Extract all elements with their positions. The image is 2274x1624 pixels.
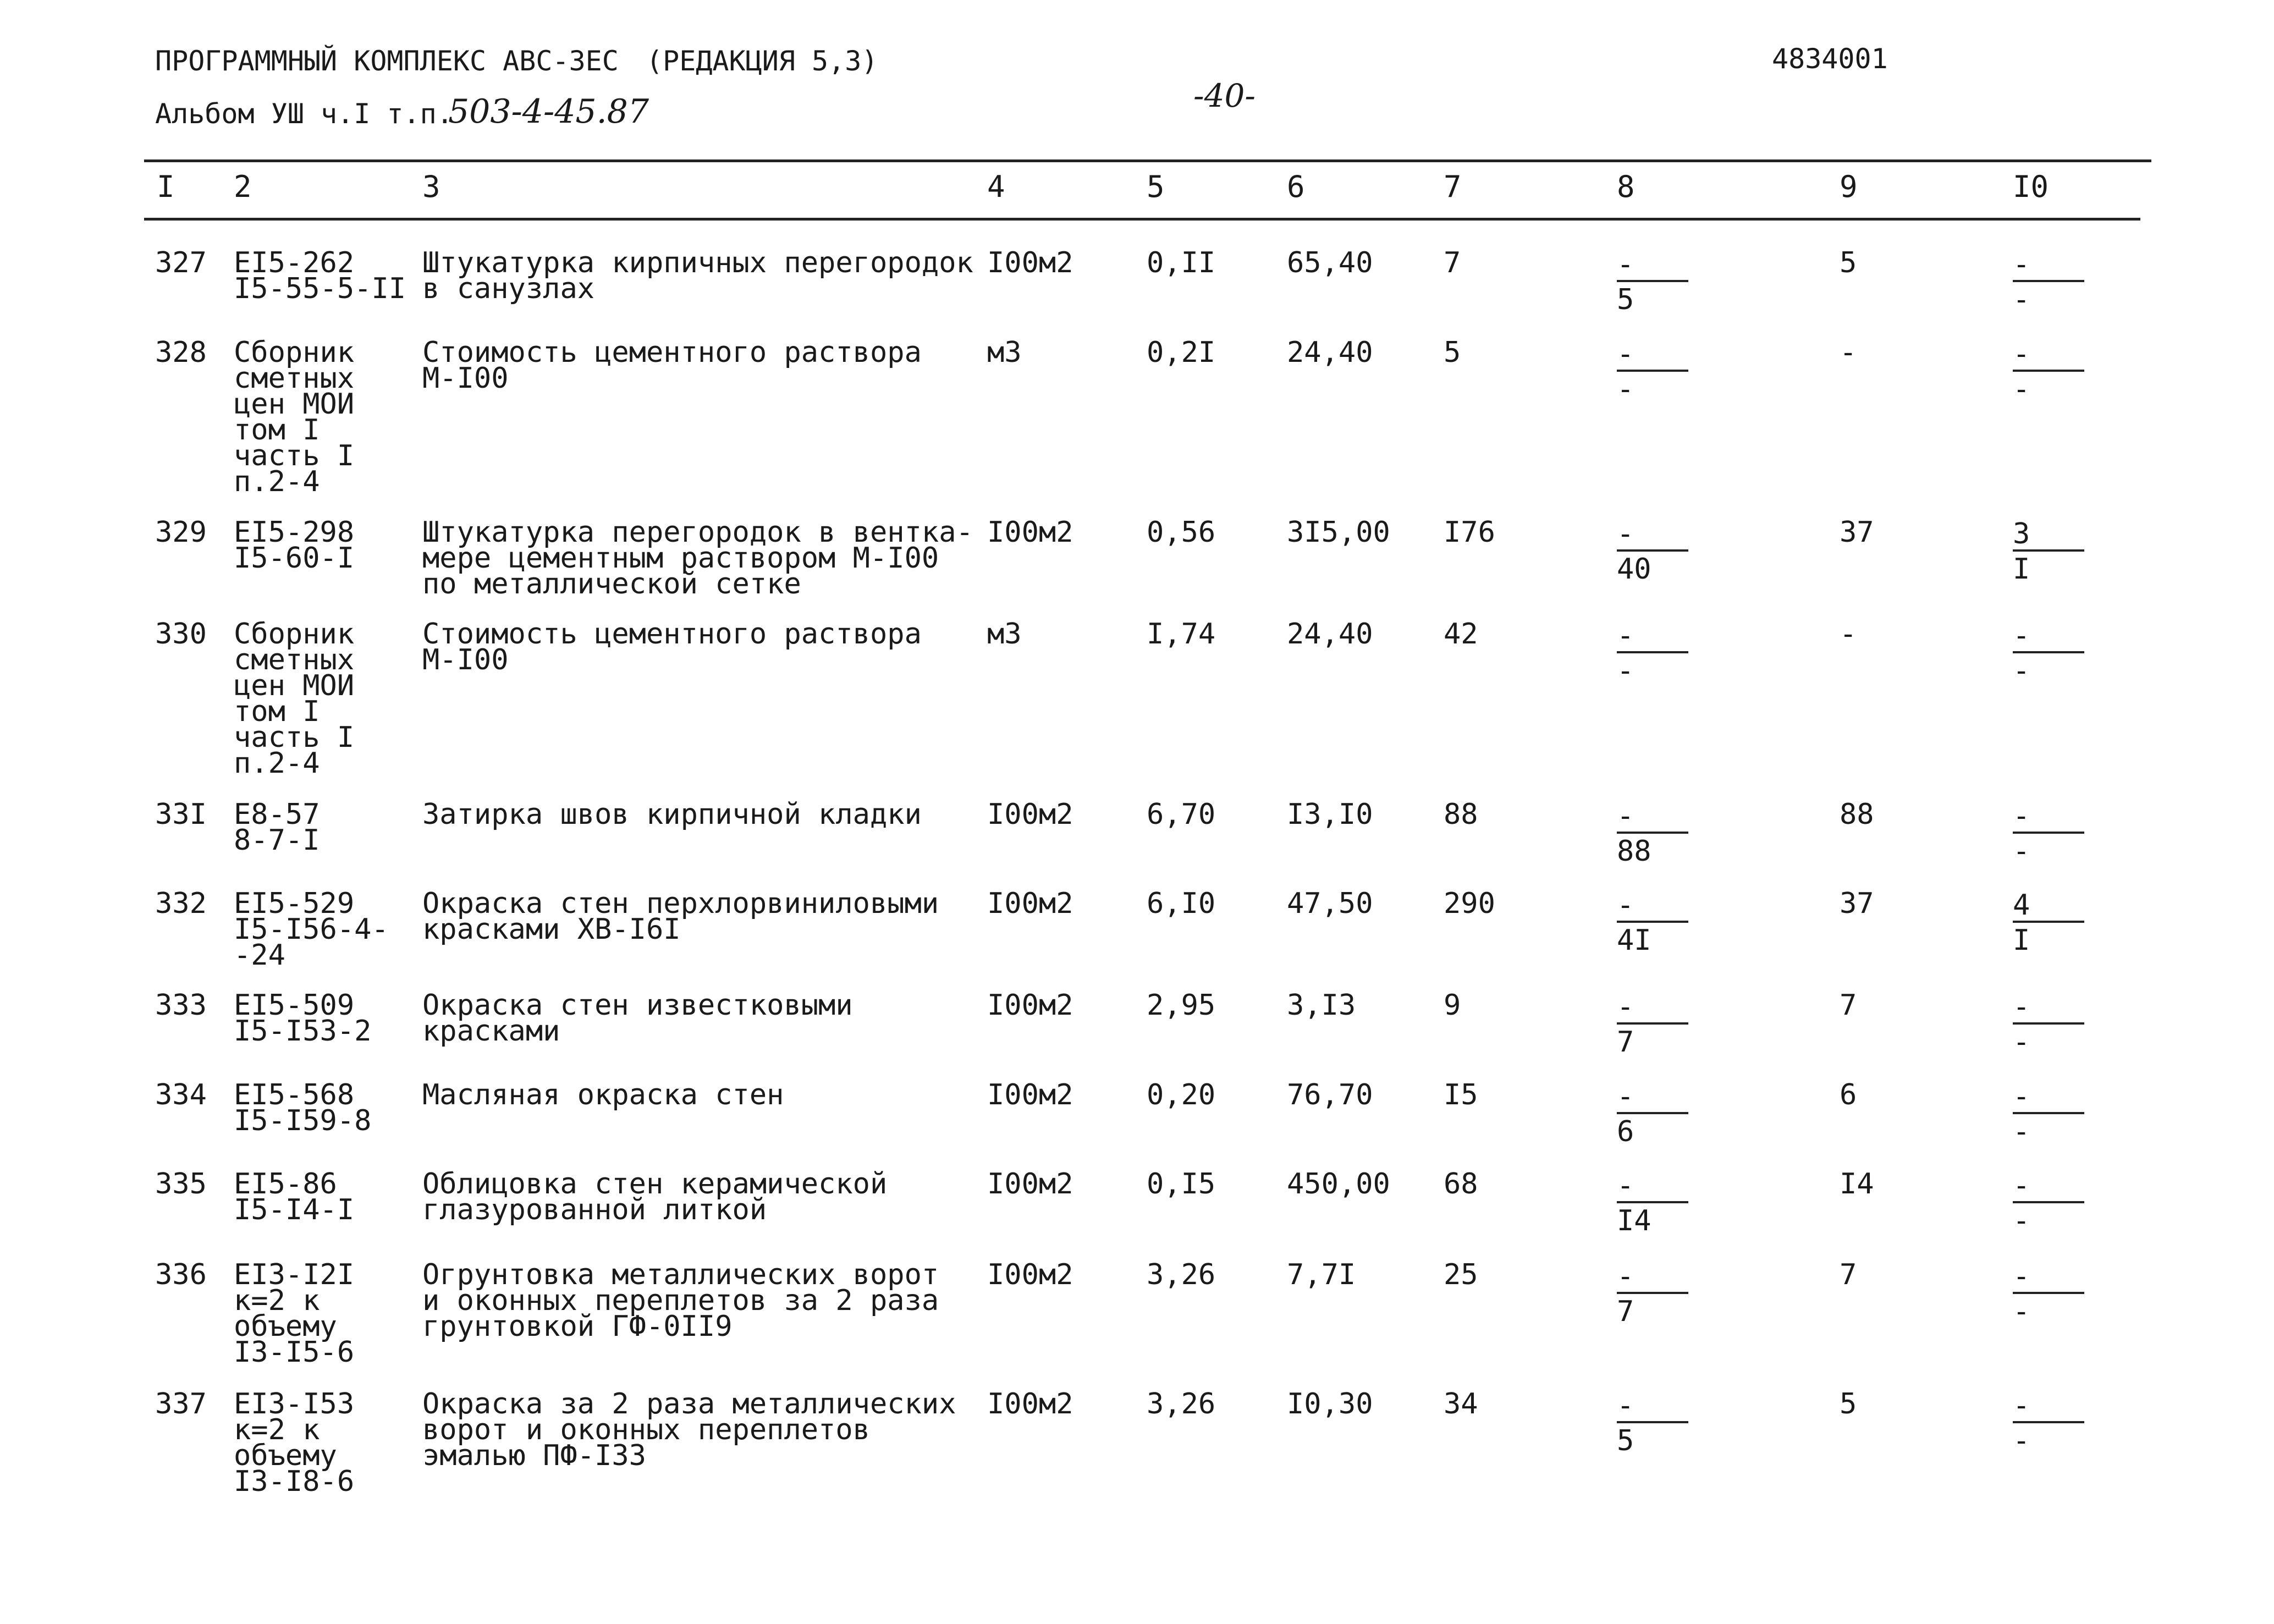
unit: м3 [987, 336, 1022, 369]
table-top-rule [144, 159, 2151, 162]
column-8-fraction [1617, 990, 1699, 1059]
norm-code: ЕI5-509 I5-I53-2 [234, 989, 372, 1048]
fraction-numerator: 3 [2013, 518, 2030, 550]
column-header-4: 4 [987, 169, 1005, 204]
fraction-denominator: 4I [1617, 924, 1651, 957]
unit-price: 65,40 [1287, 246, 1373, 279]
row-number: 332 [155, 887, 207, 920]
column-9-value: 37 [1840, 516, 1874, 549]
unit: I00м2 [987, 516, 1073, 549]
unit-price: 3,I3 [1287, 989, 1356, 1022]
fraction-numerator: - [2013, 248, 2030, 281]
column-8-fraction [1617, 802, 1699, 866]
quantity: 6,70 [1147, 798, 1216, 831]
work-description: Штукатурка перегородок в вентка- мере цементным раствором М-I00 по металлической сетке [422, 516, 973, 601]
unit: I00м2 [987, 1078, 1073, 1111]
column-8-fraction [1617, 1391, 1699, 1455]
column-header-6: 6 [1287, 169, 1305, 204]
work-description: Облицовка стен керамической глазурованной литкой [422, 1168, 888, 1226]
column-9-value: 6 [1840, 1078, 1857, 1111]
fraction-numerator: - [2013, 1389, 2030, 1422]
row-number: 33I [155, 798, 207, 831]
column-9-value: 37 [1840, 887, 1874, 920]
unit-price: 76,70 [1287, 1078, 1373, 1111]
total-cost: 25 [1444, 1258, 1478, 1291]
column-10-fraction [2013, 518, 2095, 586]
fraction-numerator: - [1617, 1260, 1634, 1293]
work-description: Окраска стен известковыми красками [422, 989, 853, 1048]
norm-code: Сборник сметных цен МОИ том I часть I п.2-4 [234, 618, 355, 780]
fraction-denominator: - [1617, 373, 1634, 406]
column-header-5: 5 [1147, 169, 1165, 204]
column-9-value: 5 [1840, 246, 1857, 279]
unit: I00м2 [987, 246, 1073, 279]
norm-code: Сборник сметных цен МОИ том I часть I п.2-4 [234, 336, 355, 498]
work-description: Окраска стен перхлорвиниловыми красками ХВ-I6I [422, 887, 939, 946]
fraction-numerator: - [2013, 990, 2030, 1023]
column-10-fraction [2013, 1171, 2095, 1235]
fraction-numerator: - [1617, 1169, 1634, 1202]
fraction-denominator: I [2013, 924, 2030, 957]
work-description: Огрунтовка металлических ворот и оконных переплетов за 2 раза грунтовкой ГФ-0II9 [422, 1258, 939, 1343]
row-number: 333 [155, 989, 207, 1022]
page-number: -40- [1193, 77, 1256, 114]
norm-code: ЕI3-I53 к=2 к объему I3-I8-6 [234, 1388, 355, 1498]
total-cost: 88 [1444, 798, 1478, 831]
fraction-denominator: 88 [1617, 835, 1651, 868]
fraction-numerator: - [1617, 800, 1634, 833]
column-10-fraction [2013, 990, 2095, 1059]
fraction-numerator: - [1617, 619, 1634, 652]
fraction-denominator: 6 [1617, 1115, 1634, 1148]
document-number: 4834001 [1772, 43, 1888, 75]
unit-price: 24,40 [1287, 618, 1373, 651]
quantity: 0,II [1147, 246, 1216, 279]
quantity: 3,26 [1147, 1258, 1216, 1291]
program-title: ПРОГРАММНЫЙ КОМПЛЕКС АВС-3ЕС [155, 45, 619, 77]
quantity: 0,2I [1147, 336, 1216, 369]
album-label: Альбом УШ ч.I т.п. [155, 98, 453, 130]
column-header-7: 7 [1444, 169, 1462, 204]
column-8-fraction [1617, 621, 1699, 685]
table-header-rule [144, 218, 2140, 221]
unit: I00м2 [987, 1258, 1073, 1291]
row-number: 330 [155, 618, 207, 651]
row-number: 327 [155, 246, 207, 279]
unit-price: I0,30 [1287, 1388, 1373, 1421]
fraction-denominator: - [2013, 373, 2030, 406]
total-cost: I76 [1444, 516, 1495, 549]
work-description: Штукатурка кирпичных перегородок в санузлах [422, 246, 973, 305]
fraction-numerator: - [2013, 338, 2030, 371]
fraction-numerator: - [2013, 800, 2030, 833]
column-10-fraction [2013, 802, 2095, 866]
column-8-fraction [1617, 340, 1699, 404]
unit: м3 [987, 618, 1022, 651]
unit-price: 47,50 [1287, 887, 1373, 920]
column-9-value: 5 [1840, 1388, 1857, 1421]
quantity: 0,I5 [1147, 1168, 1216, 1201]
column-9-value: 88 [1840, 798, 1874, 831]
unit: I00м2 [987, 798, 1073, 831]
row-number: 328 [155, 336, 207, 369]
fraction-denominator: 7 [1617, 1295, 1634, 1328]
norm-code: ЕI3-I2I к=2 к объему I3-I5-6 [234, 1258, 355, 1369]
fraction-numerator: - [2013, 1169, 2030, 1202]
total-cost: 68 [1444, 1168, 1478, 1201]
work-description: Стоимость цементного раствора М-I00 [422, 618, 922, 676]
norm-code: ЕI5-568 I5-I59-8 [234, 1078, 372, 1137]
quantity: I,74 [1147, 618, 1216, 651]
fraction-denominator: - [2013, 283, 2030, 316]
quantity: 2,95 [1147, 989, 1216, 1022]
fraction-denominator: - [2013, 1026, 2030, 1059]
row-number: 335 [155, 1168, 207, 1201]
fraction-denominator: 7 [1617, 1026, 1634, 1059]
fraction-numerator: - [1617, 1389, 1634, 1422]
fraction-denominator: - [2013, 1204, 2030, 1237]
work-description: Окраска за 2 раза металлических ворот и оконных переплетов эмалью ПФ-I33 [422, 1388, 956, 1472]
column-9-value: I4 [1840, 1168, 1874, 1201]
column-8-fraction [1617, 1262, 1699, 1326]
column-10-fraction [2013, 250, 2095, 314]
album-code: 503-4-45.87 [448, 92, 649, 131]
total-cost: 290 [1444, 887, 1495, 920]
fraction-numerator: - [1617, 338, 1634, 371]
fraction-denominator: 5 [1617, 1424, 1634, 1457]
fraction-denominator: 40 [1617, 553, 1651, 586]
fraction-numerator: - [2013, 619, 2030, 652]
fraction-denominator: I [2013, 553, 2030, 586]
unit-price: 7,7I [1287, 1258, 1356, 1291]
column-10-fraction [2013, 1391, 2095, 1455]
fraction-numerator: - [1617, 248, 1634, 281]
quantity: 0,56 [1147, 516, 1216, 549]
column-header-1: I [157, 169, 175, 204]
column-8-fraction [1617, 250, 1699, 314]
column-header-8: 8 [1617, 169, 1635, 204]
fraction-numerator: - [1617, 1080, 1634, 1113]
unit-price: 3I5,00 [1287, 516, 1390, 549]
fraction-numerator: - [2013, 1260, 2030, 1293]
total-cost: 42 [1444, 618, 1478, 651]
fraction-numerator: - [2013, 1080, 2030, 1113]
fraction-numerator: - [1617, 889, 1634, 922]
fraction-denominator: - [2013, 1424, 2030, 1457]
total-cost: 7 [1444, 246, 1461, 279]
column-header-9: 9 [1840, 169, 1858, 204]
norm-code: ЕI5-262 I5-55-5-II [234, 246, 406, 305]
column-10-fraction [2013, 621, 2095, 685]
unit: I00м2 [987, 1168, 1073, 1201]
fraction-denominator: - [2013, 1115, 2030, 1148]
quantity: 3,26 [1147, 1388, 1216, 1421]
column-10-fraction [2013, 1262, 2095, 1326]
total-cost: 34 [1444, 1388, 1478, 1421]
column-9-value: 7 [1840, 1258, 1857, 1291]
unit: I00м2 [987, 1388, 1073, 1421]
column-header-3: 3 [422, 169, 441, 204]
column-10-fraction [2013, 1082, 2095, 1146]
column-8-fraction [1617, 518, 1699, 586]
fraction-numerator: - [1617, 518, 1634, 550]
column-8-fraction [1617, 891, 1699, 955]
row-number: 329 [155, 516, 207, 549]
column-8-fraction [1617, 1082, 1699, 1146]
total-cost: 5 [1444, 336, 1461, 369]
total-cost: 9 [1444, 989, 1461, 1022]
fraction-denominator: 5 [1617, 283, 1634, 316]
fraction-denominator: - [2013, 835, 2030, 868]
total-cost: I5 [1444, 1078, 1478, 1111]
quantity: 0,20 [1147, 1078, 1216, 1111]
fraction-denominator: - [1617, 654, 1634, 687]
fraction-denominator: - [2013, 654, 2030, 687]
column-10-fraction [2013, 891, 2095, 955]
row-number: 337 [155, 1388, 207, 1421]
fraction-denominator: - [2013, 1295, 2030, 1328]
unit-price: 450,00 [1287, 1168, 1390, 1201]
column-9-value: 7 [1840, 989, 1857, 1022]
unit-price: I3,I0 [1287, 798, 1373, 831]
unit: I00м2 [987, 989, 1073, 1022]
column-10-fraction [2013, 340, 2095, 404]
unit-price: 24,40 [1287, 336, 1373, 369]
column-8-fraction [1617, 1171, 1699, 1235]
row-number: 336 [155, 1258, 207, 1291]
norm-code: ЕI5-298 I5-60-I [234, 516, 355, 575]
fraction-numerator: - [1617, 990, 1634, 1023]
fraction-numerator: 4 [2013, 889, 2030, 922]
norm-code: Е8-57 8-7-I [234, 798, 320, 857]
fraction-denominator: I4 [1617, 1204, 1651, 1237]
work-description: Масляная окраска стен [422, 1078, 784, 1111]
work-description: Затирка швов кирпичной кладки [422, 798, 922, 831]
column-9-value: - [1840, 336, 1857, 369]
unit: I00м2 [987, 887, 1073, 920]
row-number: 334 [155, 1078, 207, 1111]
column-header-10: I0 [2013, 169, 2049, 204]
work-description: Стоимость цементного раствора М-I00 [422, 336, 922, 395]
quantity: 6,I0 [1147, 887, 1216, 920]
column-header-2: 2 [234, 169, 252, 204]
norm-code: ЕI5-86 I5-I4-I [234, 1168, 355, 1226]
edition-label: (РЕДАКЦИЯ 5,3) [646, 45, 878, 77]
column-9-value: - [1840, 618, 1857, 651]
norm-code: ЕI5-529 I5-I56-4- -24 [234, 887, 389, 972]
